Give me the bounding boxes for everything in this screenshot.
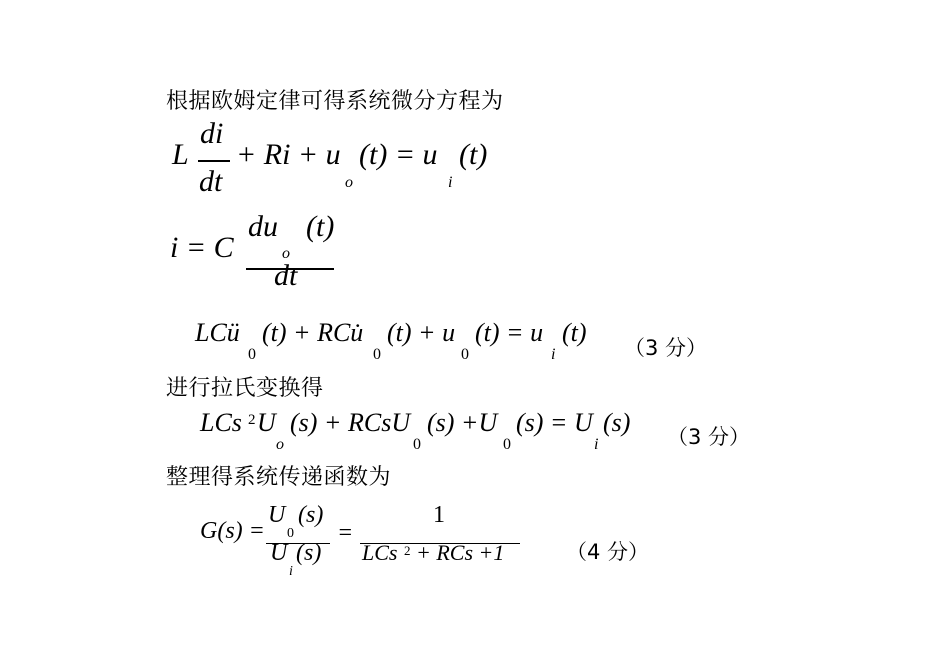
- eq4-c: (s) + RCsU: [290, 408, 411, 437]
- eq1-rest: + Ri + u: [236, 138, 341, 171]
- eq5-score: （4 分）: [566, 540, 650, 564]
- eq3-d: (t) = u: [475, 318, 544, 347]
- eq4-b: U: [257, 408, 276, 437]
- eq4-a: LCs: [200, 408, 242, 437]
- eq5-den2-sup: 2: [404, 543, 411, 558]
- laplace-line: 进行拉氏变换得: [166, 376, 324, 401]
- eq3-c: (t) + u: [387, 318, 456, 347]
- eq5-den2-a: LCs: [362, 540, 398, 565]
- eq3-sub-4: i: [551, 346, 556, 363]
- eq2-numerator-arg: (t): [306, 210, 335, 243]
- eq3-sub-2: 0: [373, 346, 381, 363]
- eq1-sub-o: o: [345, 174, 353, 191]
- eq3-b: (t) + RCu̇: [262, 318, 364, 347]
- eq4-sub-2: 0: [413, 436, 421, 453]
- eq2-sub-o: o: [282, 245, 290, 262]
- eq3-sub-3: 0: [461, 346, 469, 363]
- eq5-lhs: G(s) =: [200, 518, 265, 544]
- eq4-sup: 2: [248, 412, 256, 428]
- eq5-equals: =: [337, 520, 354, 546]
- eq1-fraction-bar: [198, 160, 230, 162]
- eq4-sub-3: 0: [503, 436, 511, 453]
- eq4-f: (s): [603, 408, 631, 437]
- eq3-score: （3 分）: [624, 336, 708, 360]
- eq1-mid: (t) = u: [359, 138, 438, 171]
- eq3-a: LCü: [195, 318, 240, 347]
- eq1-numerator: di: [200, 117, 224, 150]
- eq4-sub-1: o: [276, 436, 284, 453]
- intro-line: 根据欧姆定律可得系统微分方程为: [166, 89, 504, 114]
- transfer-function-line: 整理得系统传递函数为: [166, 465, 392, 490]
- eq5-den2-b: + RCs +1: [416, 540, 505, 565]
- eq1-end: (t): [459, 138, 488, 171]
- eq5-one: 1: [433, 502, 445, 528]
- eq3-e: (t): [562, 318, 587, 347]
- eq4-score: （3 分）: [667, 425, 751, 449]
- eq2-numerator: du: [248, 210, 278, 243]
- eq4-sub-4: i: [594, 436, 599, 453]
- eq5-num-sub: 0: [287, 526, 294, 541]
- eq5-den-U: U: [270, 540, 288, 566]
- eq2-denominator: dt: [274, 259, 298, 292]
- eq5-num-arg: (s): [298, 502, 324, 528]
- eq5-den-arg: (s): [296, 540, 322, 566]
- eq3-sub-1: 0: [248, 346, 256, 363]
- eq4-d: (s) +U: [427, 408, 498, 437]
- eq5-num-U: U: [268, 502, 286, 528]
- eq5-den-sub: i: [289, 564, 293, 579]
- eq1-sub-i: i: [448, 174, 453, 191]
- eq4-e: (s) = U: [516, 408, 593, 437]
- eq2-lhs: i = C: [170, 231, 234, 264]
- eq1-L: L: [172, 138, 189, 171]
- eq1-denominator: dt: [199, 165, 223, 198]
